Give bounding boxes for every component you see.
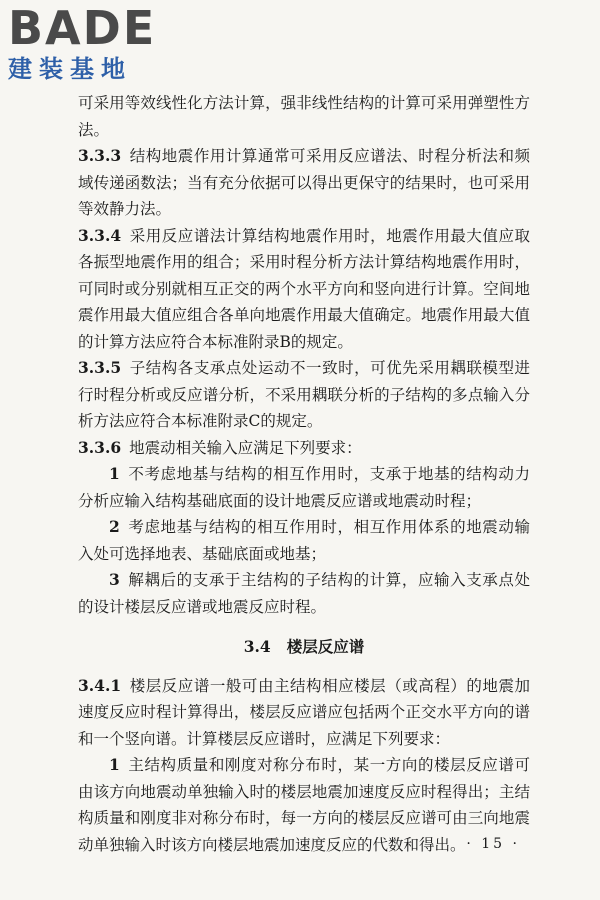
clause-number: 3.3.5	[78, 358, 122, 377]
item-number: 1	[109, 755, 120, 774]
site-logo	[8, 1, 178, 84]
section-number: 3.4	[243, 637, 271, 656]
clause-number: 3.3.6	[78, 437, 122, 457]
clause-text: 采用反应谱法计算结构地震作用时，地震作用最大值应取各振型地震作用的组合；采用时程分析方法计算结构地震作用时，可同时或分别就相互正交的两个水平方向和竖向进行计算。空间地震作用最大值应组合各单向地震作用最大值确定。地震作用最大值的计算方法应符合本标准附录B的规定。	[78, 226, 530, 351]
clause-number: 3.3.4	[78, 225, 122, 245]
page-number: · 15 ·	[466, 836, 520, 852]
clause-number: 3.3.3	[78, 146, 122, 165]
list-item	[78, 567, 530, 620]
item-text: 主结构质量和刚度对称分布时，某一方向的楼层反应谱可由该方向地震动单独输入时的楼层地震加速度反应时程得出；主结构质量和刚度非对称分布时，每一方向的楼层反应谱可由三向地震动单独输入时该方向楼层地震加速度反应的代数和得出。	[78, 756, 530, 854]
clause-text: 楼层反应谱一般可由主结构相应楼层（或高程）的地震加速度反应时程计算得出，楼层反应谱应包括两个正交水平方向的谱和一个竖向谱。计算楼层反应谱时，应满足下列要求：	[78, 676, 530, 748]
clause-3-3-3	[78, 143, 530, 223]
list-item	[78, 514, 530, 567]
clause-3-3-6	[78, 435, 530, 462]
logo-subtitle: 建装基地	[8, 55, 132, 83]
item-text: 解耦后的支承于主结构的子结构的计算，应输入支承点处的设计楼层反应谱或地震反应时程。	[78, 571, 530, 616]
clause-number: 3.4.1	[78, 675, 122, 695]
list-item	[78, 461, 530, 514]
clause-3-3-4	[78, 223, 530, 356]
section-title: 楼层反应谱	[286, 637, 365, 656]
item-number: 2	[109, 517, 120, 536]
document-page	[78, 90, 530, 858]
clause-3-4-1	[78, 673, 530, 753]
clause-text: 子结构各支承点处运动不一致时，可优先采用耦联模型进行时程分析或反应谱分析，不采用耦联分析的子结构的多点输入分析方法应符合本标准附录C的规定。	[78, 359, 530, 430]
clause-text: 结构地震作用计算通常可采用反应谱法、时程分析法和频域传递函数法；当有充分依据可以得出更保守的结果时，也可采用等效静力法。	[78, 147, 530, 218]
item-number: 1	[109, 464, 120, 483]
paragraph-text: 可采用等效线性化方法计算，强非线性结构的计算可采用弹塑性方法。	[78, 94, 530, 139]
list-item	[78, 752, 530, 858]
clause-3-3-5	[78, 355, 530, 435]
paragraph-continuation	[78, 90, 530, 143]
clause-text: 地震动相关输入应满足下列要求：	[129, 438, 362, 457]
section-heading	[78, 634, 530, 661]
logo-brand-text: BADE	[8, 1, 157, 55]
item-number: 3	[109, 570, 120, 589]
item-text: 不考虑地基与结构的相互作用时，支承于地基的结构动力分析应输入结构基础底面的设计地震反应谱或地震动时程；	[78, 465, 530, 510]
item-text: 考虑地基与结构的相互作用时，相互作用体系的地震动输入处可选择地表、基础底面或地基；	[78, 518, 530, 563]
